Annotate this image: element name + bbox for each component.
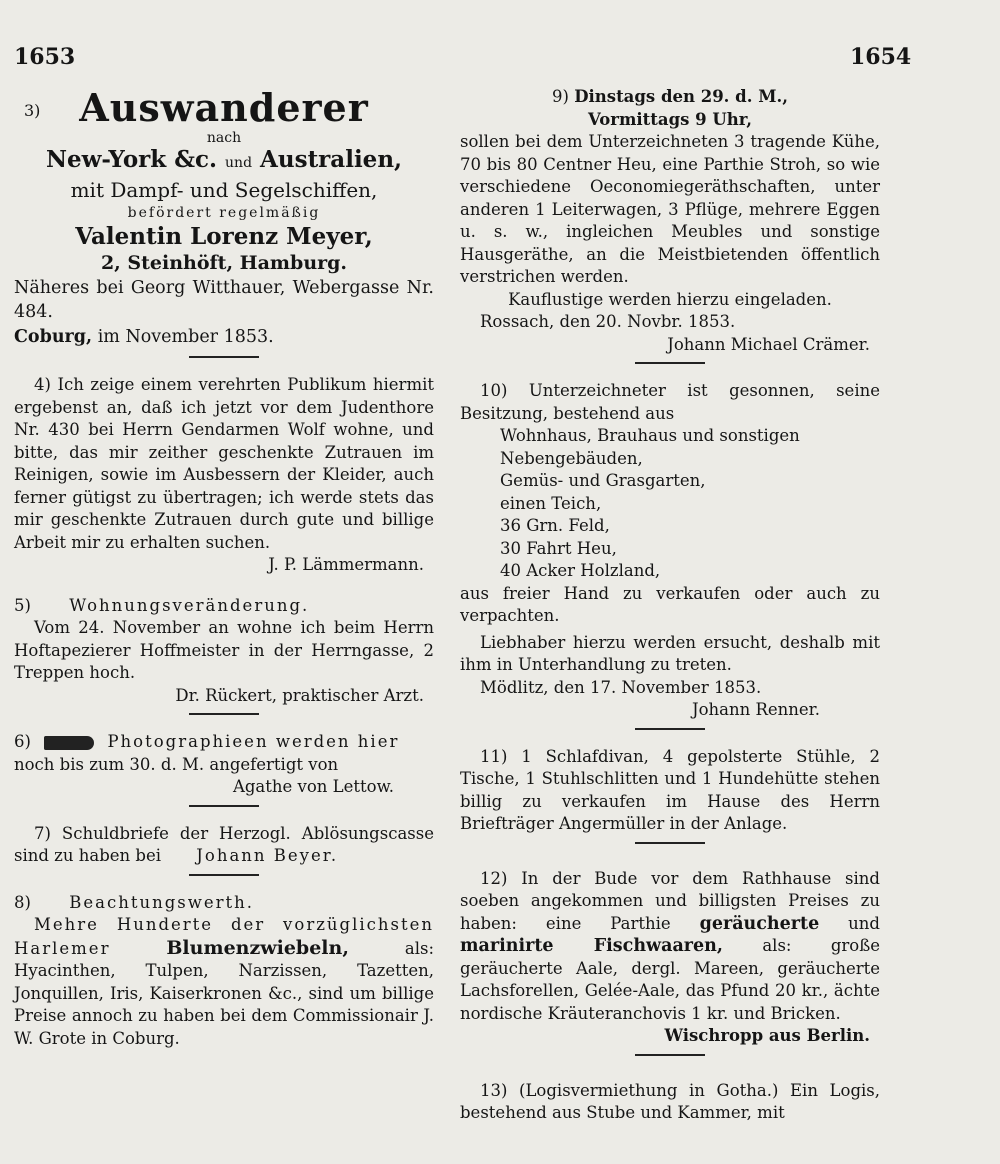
ad-3-title: Auswanderer [79,85,369,130]
ad-8-text-b: als: Hyacinthen, Tulpen, Narzissen, Tazetten, Jonquillen, Iris, Kaiserkronen &c., sind um billige Preise annoch zu haben bei dem Commissionair J. W. Grote in Coburg. [14,938,435,1048]
ad-9-when-a: Dinstags den 29. d. M., [574,87,788,106]
ad-12-bold-a: geräucherte [699,913,820,934]
page-number-right: 1654 [850,44,912,70]
ad-8-heading-line [14,892,434,915]
list-item: 30 Fahrt Heu, [500,538,617,558]
separator [635,1054,705,1056]
ad-8-text [14,914,434,1050]
ad-9 [460,86,880,356]
ad-4 [14,374,434,577]
list-item: Wohnhaus, Brauhaus und sonstigen Nebengebäuden, [500,426,800,468]
ad-6-text-b: noch bis zum 30. d. M. angefertigt von [14,754,339,774]
ad-3-regular: befördert regelmäßig [127,205,321,221]
ad-6-number: 6) [14,732,31,751]
list-item: Gemüs- und Grasgarten, [500,471,706,490]
ad-5-heading: Wohnungsveränderung. [69,595,310,615]
ad-5-heading-line [14,595,434,618]
ad-5 [14,595,434,708]
ad-3-city: Coburg, [14,327,93,347]
ad-4-signature: J. P. Lämmermann. [268,555,424,574]
ad-3-dest-b: Australien, [260,146,403,173]
ad-3-ships: mit Dampf- und Segelschiffen, [70,178,378,202]
ad-12 [460,868,880,1048]
ad-9-number: 9) [552,87,569,106]
ad-9-text: sollen bei dem Unterzeichneten 3 tragende Kühe, 70 bis 80 Centner Heu, eine Parthie Stroh, so wie verschiedene Oeconomiegeräthschaften, unter anderen 1 Leiterwagen, 3 Pflüge, mehrere Eggen u. s. w., ingleichen Meubles und sonstige Hausgeräthe, an die Meistbietenden öffentlich verstrichen werden. [460,132,880,286]
ad-11-text: 11) 1 Schlafdivan, 4 gepolsterte Stühle, 2 Tische, 1 Stuhlschlitten und 1 Hundehütte stehen billig zu verkaufen im Hause des Herrn Briefträger Angermüller in der Anlage. [460,746,880,833]
ad-7-text: 7) Schuldbriefe der Herzogl. Ablösungscasse sind zu haben bei [14,823,434,865]
ad-10-text: aus freier Hand zu verkaufen oder auch zu verpachten. [460,583,880,625]
ad-3-dateline [14,324,434,350]
ad-5-number: 5) [14,595,31,615]
ad-9-invite: Kauflustige werden hierzu eingeladen. [508,289,832,309]
left-column [14,86,434,1050]
right-column [460,86,880,1125]
ad-4-text: 4) Ich zeige einem verehrten Publikum hiermit ergebenst an, daß ich jetzt vor dem Judenthore Nr. 430 bei Herrn Gendarmen Wolf wohne, und bitte, das mir zeither geschenkte Zutrauen im Reinigen, sowie im Ausbessern der Kleider, auch ferner gütigst zu übertragen; ich werde stets das mir geschenkte Zutrauen durch gute und billige Arbeit mir zu erhalten suchen. [14,375,434,552]
ad-8-text-a: Mehre Hunderte der vorzüglichsten Harlemer [14,915,434,958]
separator [189,356,259,358]
ad-9-signature: Johann Michael Crämer. [667,334,870,354]
ad-10-items [460,425,880,583]
ad-3-und: und [225,155,253,171]
ad-9-place: Rossach, den 20. Novbr. 1853. [480,312,736,331]
ad-6 [14,731,434,799]
ad-3-number: 3) [24,101,41,120]
ad-10-signature: Johann Renner. [691,700,820,719]
separator [189,805,259,807]
separator [635,362,705,364]
pointing-hand-icon [44,736,94,750]
page-number-left: 1653 [14,44,76,70]
ad-12-text [460,868,880,1026]
ad-12-text-a: 12) In der Bude vor dem Rathhause sind soeben angekommen und billigsten Preises zu haben: eine Parthie [460,868,880,933]
ad-5-signature: Dr. Rückert, praktischer Arzt. [175,685,424,705]
ad-3-address: 2, Steinhöft, Hamburg. [100,252,348,274]
ad-8 [14,892,434,1051]
ad-13-text: 13) (Logisvermiethung in Gotha.) Ein Logis, bestehend aus Stube und Kammer, mit [460,1080,880,1122]
ad-7-name: Johann Beyer. [196,846,339,865]
ad-3-agent: Valentin Lorenz Meyer, [75,223,373,250]
separator [635,728,705,730]
ad-3-destinations [14,146,434,177]
ad-6-line [14,731,434,754]
ad-3-dest-a: New-York &c. [45,146,218,173]
ad-7-text-line [14,823,434,868]
ad-6-text-a: Photographieen werden hier [107,732,400,751]
ad-12-text-b: als: große geräucherte Aale, dergl. Mareen, geräucherte Lachsforellen, Gelée-Aale, das Pfund 20 kr., ächte nordische Kräuteranchovis 1 kr. und Bricken. [460,936,881,1023]
ad-8-number: 8) [14,892,31,912]
ad-3-details: Näheres bei Georg Witthauer, Webergasse Nr. 484. [14,278,434,322]
ad-8-bold: Blumenzwiebeln, [166,936,349,959]
ad-5-text: Vom 24. November an wohne ich beim Herrn Hoftapezierer Hoffmeister in der Herrngasse, 2 Treppen hoch. [14,618,434,682]
ad-12-und: und [848,913,880,933]
separator [189,874,259,876]
ad-13 [460,1080,880,1125]
ad-3-date: im November 1853. [97,327,274,347]
separator [189,713,259,715]
ad-11 [460,746,880,836]
ad-9-when-b: Vormittags 9 Uhr, [587,109,753,129]
list-item: einen Teich, [500,493,602,513]
ad-8-heading: Beachtungswerth. [69,892,255,912]
ad-6-signature: Agathe von Lettow. [232,777,394,796]
ad-10 [460,380,880,722]
ad-10-place: Mödlitz, den 17. November 1853. [480,677,762,697]
ad-10-invite: Liebhaber hierzu werden ersucht, deshalb mit ihm in Unterhandlung zu treten. [460,632,880,674]
ad-7 [14,823,434,868]
ad-10-intro: 10) Unterzeichneter ist gesonnen, seine Besitzung, bestehend aus [460,381,880,423]
ad-9-when-a-line [460,86,880,109]
ad-3-nach: nach [206,130,242,146]
separator [635,842,705,844]
ad-12-bold-b: marinirte Fischwaaren, [460,936,723,956]
ad-12-signature: Wischropp aus Berlin. [664,1026,870,1045]
list-item: 40 Acker Holzland, [500,561,661,580]
ad-3 [14,86,434,350]
list-item: 36 Grn. Feld, [500,516,610,535]
